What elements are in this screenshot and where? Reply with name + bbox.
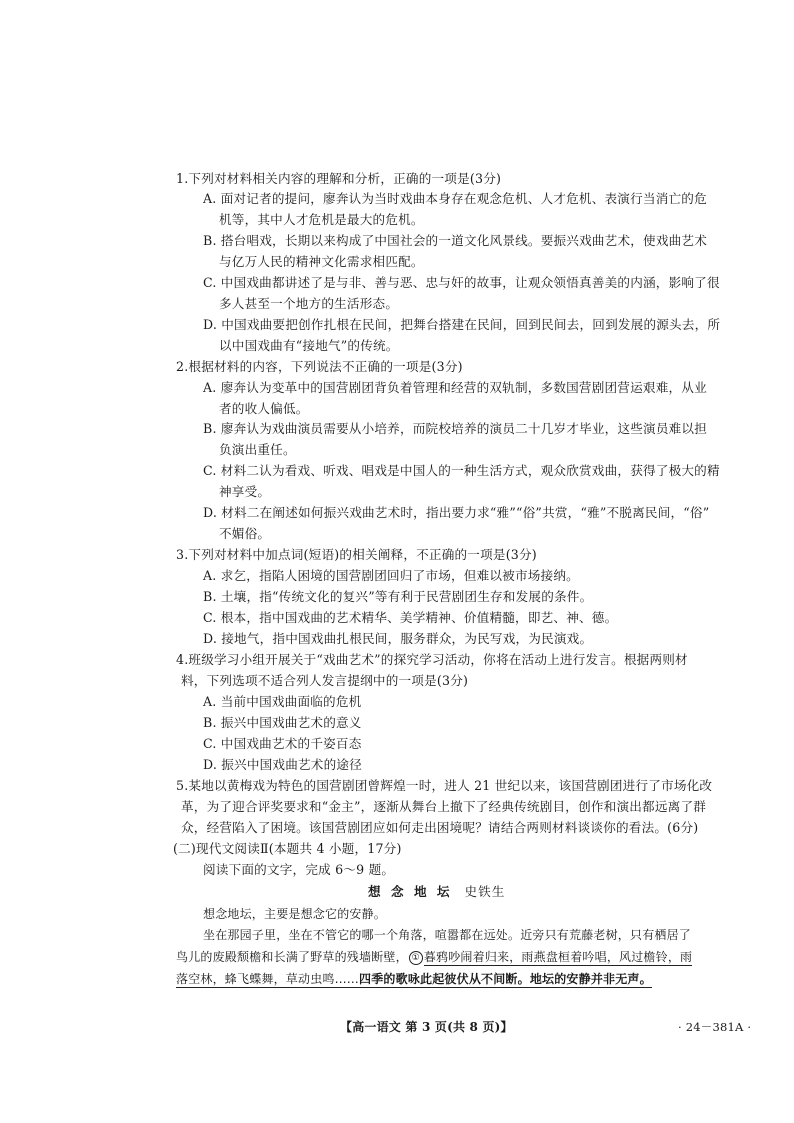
- q1-option-c: C. 中国戏曲都讲述了是与非、善与恶、忠与奸的故事，让观众领悟真善美的内涵，影响了很: [203, 275, 720, 290]
- essay-title-line: [368, 884, 505, 900]
- q2-stem: 2.根据材料的内容，下列说法不正确的一项是(3分): [176, 359, 463, 374]
- essay-paragraph-2-line-2: [176, 949, 692, 965]
- essay-text: 鸟儿的废殿颓檐和长满了野草的残墙断壁，: [176, 950, 408, 964]
- q1-option-c-cont: 多人甚至一个地方的生活形态。: [219, 296, 399, 311]
- q2-option-c-cont: 神享受。: [219, 484, 271, 499]
- q1-option-b-cont: 与亿万人民的精神文化需求相匹配。: [219, 254, 424, 269]
- q2-option-a-cont: 者的收人偏低。: [219, 401, 309, 416]
- q3-option-d: D. 接地气，指中国戏曲扎根民间，服务群众，为民写戏，为民演戏。: [203, 631, 593, 646]
- q4-option-d: D. 振兴中国戏曲艺术的途径: [203, 757, 362, 772]
- footer-page-info: 【高一语文 第 3 页(共 8 页)】: [340, 1020, 513, 1034]
- q4-option-c: C. 中国戏曲艺术的千姿百态: [203, 736, 362, 751]
- q3-option-c: C. 根本，指中国戏曲的艺术精华、美学精神、价值精髓，即艺、神、德。: [203, 610, 618, 625]
- q1-option-d: D. 中国戏曲要把创作扎根在民间，把舞台搭建在民间，回到民间去，回到发展的源头去，所: [203, 317, 721, 332]
- underlined-sentence-1: 暮鸦吵闹着归来，雨燕盘桓着吟唱，风过檐铃，雨: [423, 950, 693, 964]
- q4-option-a: A. 当前中国戏曲面临的危机: [203, 694, 362, 709]
- q1-option-d-cont: 以中国戏曲有“接地气”的传统。: [219, 338, 399, 353]
- essay-title: 想 念 地 坛: [368, 884, 453, 899]
- footer-paper-code: · 24－381A ·: [678, 1020, 752, 1034]
- q2-option-b: B. 廖奔认为戏曲演员需要从小培养，而院校培养的演员二十几岁才毕业，这些演员难以担: [203, 421, 708, 436]
- section-heading: (二)现代文阅读Ⅱ(本题共 4 小题，17分): [173, 841, 402, 856]
- q1-option-b: B. 搭台唱戏，长期以来构成了中国社会的一道文化风景线。要振兴戏曲艺术，使戏曲艺术: [203, 233, 708, 248]
- q2-option-d: D. 材料二在阐述如何振兴戏曲艺术时，指出要力求“雅”“俗”共赏，“雅”不脱离民间，“俗”: [203, 505, 710, 520]
- q4-stem-cont: 料，下列选项不适合列人发言提纲中的一项是(3分): [181, 673, 469, 688]
- q2-option-b-cont: 负演出重任。: [219, 442, 296, 457]
- q5-stem: 5.某地以黄梅戏为特色的国营剧团曾辉煌一时，进人 21 世纪以来，该国营剧团进行了市场化改: [176, 778, 713, 793]
- q1-option-a-cont: 机等，其中人才危机是最大的危机。: [219, 212, 424, 227]
- q1-stem: 1.下列对材料相关内容的理解和分析，正确的一项是(3分): [176, 171, 502, 186]
- q3-option-b: B. 土壤，指“传统文化的复兴”等有利于民营剧团生存和发展的条件。: [203, 589, 593, 604]
- q3-option-a: A. 求乞，指陷人困境的国营剧团回归了市场，但难以被市场接纳。: [203, 568, 579, 583]
- q1-option-a: A. 面对记者的提问，廖奔认为当时戏曲本身存在观念危机、人才危机、表演行当消亡的危: [203, 191, 707, 206]
- q4-stem: 4.班级学习小组开展关于“戏曲艺术”的探究学习活动，你将在活动上进行发言。根据两则材: [176, 652, 688, 667]
- circled-number-1: ①: [409, 951, 423, 965]
- q2-option-d-cont: 不媚俗。: [219, 526, 271, 541]
- q2-option-c: C. 材料二认为看戏、听戏、唱戏是中国人的一种生活方式，观众欣赏戏曲，获得了极大的精: [203, 463, 720, 478]
- q5-stem-cont-2: 众，经营陷入了困境。该国营剧团应如何走出困境呢？请结合两则材料谈谈你的看法。(6分): [181, 820, 699, 835]
- bold-underlined-sentence: 四季的歌咏此起彼伏从不间断。地坛的安静并非无声。: [359, 972, 652, 986]
- section-instruction: 阅读下面的文字，完成 6～9 题。: [203, 862, 395, 877]
- q3-stem: 3.下列对材料中加点词(短语)的相关阐释，不正确的一项是(3分): [176, 547, 537, 562]
- underlined-sentence-1-cont: 落空林，蜂飞蝶舞，草动虫鸣……: [176, 972, 360, 986]
- q5-stem-cont-1: 革，为了迎合评奖要求和“金主”，逐渐从舞台上撤下了经典传统剧目，创作和演出都远离了群: [181, 799, 707, 814]
- essay-paragraph-2-line-1: 坐在那园子里，坐在不管它的哪一个角落，喧嚣都在远处。近旁只有荒藤老树，只有栖居了: [203, 928, 692, 942]
- essay-paragraph-1: 想念地坛，主要是想念它的安静。: [203, 907, 387, 921]
- q4-option-b: B. 振兴中国戏曲艺术的意义: [203, 715, 362, 730]
- essay-author: 史铁生: [464, 884, 506, 899]
- q2-option-a: A. 廖奔认为变革中的国营剧团背负着管理和经营的双轨制，多数国营剧团营运艰难，从业: [203, 380, 707, 395]
- essay-paragraph-2-line-3: [176, 971, 652, 987]
